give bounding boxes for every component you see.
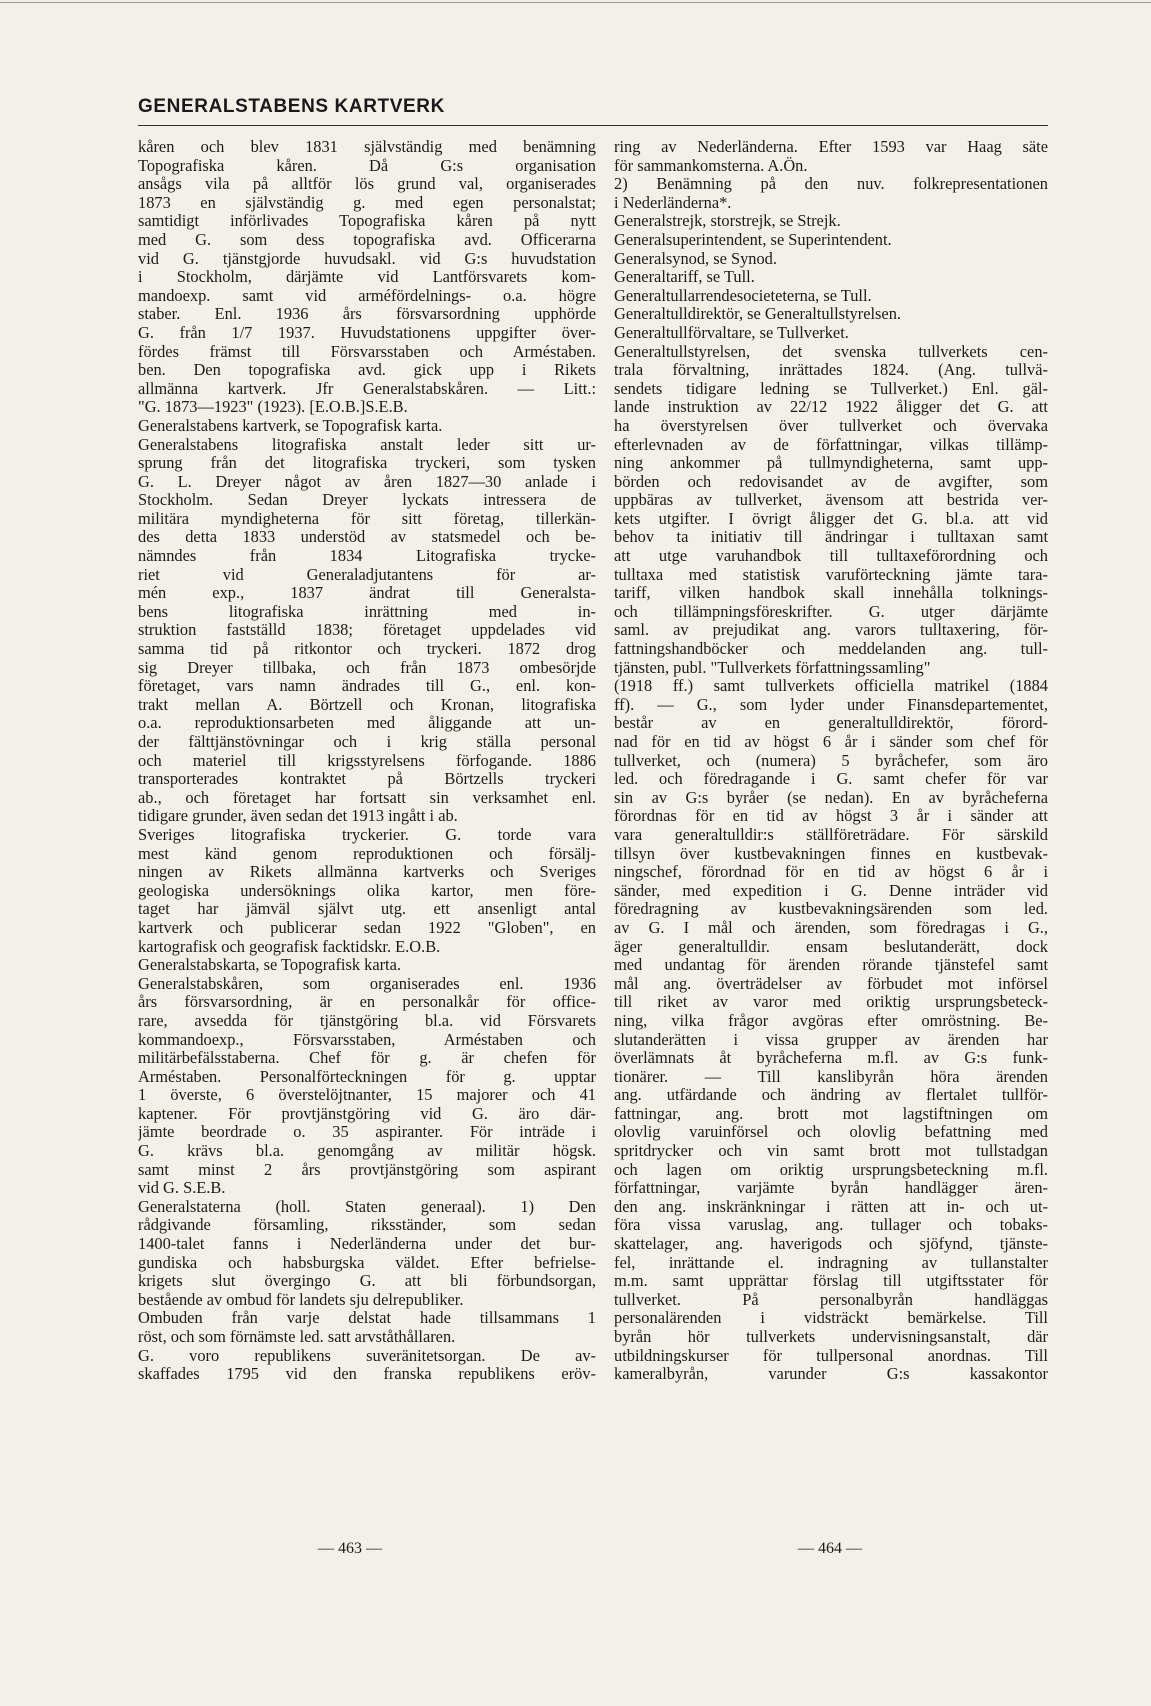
text-line: o.a. reproduktionsarbeten med åliggande att un- bbox=[138, 714, 596, 733]
text-line: tullverket, och (numera) 5 byråchefer, som äro bbox=[614, 751, 1048, 770]
text-line: der fälttjänstövningar och i krig ställa personal bbox=[138, 733, 596, 751]
text-line: Generalstaterna (holl. Staten generaal). 1) Den bbox=[138, 1197, 596, 1216]
text-line: tillsyn över kustbevakningen finnes en kustbevak- bbox=[614, 844, 1048, 863]
text-line: militärbefälsstaberna. Chef för g. är chefen för bbox=[138, 1049, 596, 1068]
text-line: efterlevnaden av de författningar, vilkas tillämp- bbox=[614, 435, 1048, 454]
text-line: Arméstaben. Personalförteckningen för g. upptar bbox=[138, 1067, 596, 1086]
text-line: 1 överste, 6 överstelöjtnanter, 15 majorer och 41 bbox=[138, 1086, 596, 1105]
text-line: vid G. S.E.B. bbox=[138, 1179, 226, 1198]
text-line: Generalsynod, se Synod. bbox=[614, 249, 777, 268]
text-line: ring av Nederländerna. Efter 1593 var Haag säte bbox=[614, 138, 1048, 156]
text-line: skattelager, ang. haverigods och sjöfynd, tjänste- bbox=[614, 1235, 1048, 1254]
text-line: för sammankomsterna. A.Ön. bbox=[614, 156, 808, 175]
top-rule bbox=[0, 2, 1151, 3]
text-line: des detta 1833 understöd av statsmedel och be- bbox=[138, 528, 596, 547]
text-line: Ombuden från varje delstat hade tillsammans 1 bbox=[138, 1309, 596, 1328]
text-line: Generalstrejk, storstrejk, se Strejk. bbox=[614, 212, 841, 231]
text-line: byrån hör tullverkets undervisningsanstalt, där bbox=[614, 1328, 1048, 1346]
right-column bbox=[614, 138, 1048, 1384]
text-line: samtidigt införlivades Topografiska kåren på nytt bbox=[138, 212, 596, 231]
text-line: den ang. inskränkningar i rätten att in- och ut- bbox=[614, 1197, 1048, 1216]
text-line: lande instruktion av 22/12 1922 åligger det G. att bbox=[614, 398, 1048, 417]
left-column bbox=[138, 138, 596, 1384]
text-line: års försvarsordning, är en personalkår för office- bbox=[138, 993, 596, 1012]
text-line: föra vissa varuslag, ang. tullager och tobaks- bbox=[614, 1216, 1048, 1235]
text-line: ning, vilka frågor avgöras efter omröstning. Be- bbox=[614, 1011, 1048, 1030]
text-line: och materiel till krigsstyrelsens förfogande. 1886 bbox=[138, 751, 596, 770]
text-line: tionärer. — Till kanslibyrån höra ärenden bbox=[614, 1067, 1048, 1086]
page-number-right: — 464 — bbox=[798, 1540, 862, 1557]
text-line: rare, avsedda för tjänstgöring bl.a. vid Försvarets bbox=[138, 1011, 596, 1030]
text-line: tidigare grunder, även sedan det 1913 ingått i ab. bbox=[138, 807, 458, 826]
text-line: ningschef, förordnad för en tid av högst 6 år i bbox=[614, 863, 1048, 882]
text-line: fördes främst till Försvarsstaben och Arméstaben. bbox=[138, 342, 596, 361]
text-line: röst, och som förnämste led. satt arvståthållaren. bbox=[138, 1328, 456, 1346]
text-line: struktion fastställd 1838; företaget uppdelades vid bbox=[138, 621, 596, 640]
text-line: äger generaltulldir. ensam beslutanderätt, dock bbox=[614, 937, 1048, 956]
text-line: trala förvaltning, inrättades 1824. (Ang. tullvä- bbox=[614, 361, 1048, 380]
text-line: föredragning av kustbevakningsärenden som led. bbox=[614, 900, 1048, 919]
text-line: Generalstabskarta, se Topografisk karta. bbox=[138, 956, 401, 975]
text-line: jämte beordrade o. 35 aspiranter. För inträde i bbox=[138, 1123, 596, 1142]
text-line: samma tid på ritkontor och tryckeri. 1872 drog bbox=[138, 640, 596, 659]
text-line: krigets slut övergingo G. att bli förbundsorgan, bbox=[138, 1272, 596, 1291]
text-line: vid G. tjänstgjorde huvudsakl. vid G:s huvudstation bbox=[138, 249, 596, 268]
text-line: i Stockholm, därjämte vid Lantförsvarets kom- bbox=[138, 268, 596, 287]
text-line: spritdrycker och vin samt brott mot tullstadgan bbox=[614, 1142, 1048, 1161]
text-line: företaget, vars namn ändrades till G., enl. kon- bbox=[138, 677, 596, 696]
page-number-left: — 463 — bbox=[318, 1540, 382, 1557]
text-line: bestående av ombud för landets sju delrepubliker. bbox=[138, 1290, 464, 1309]
text-line: sänder, med expedition i G. Denne inträder vid bbox=[614, 881, 1048, 900]
text-line: ansågs vila på alltför lös grund val, organiserades bbox=[138, 175, 596, 194]
text-line: allmänna kartverk. Jfr Generalstabskåren. — Litt.: bbox=[138, 379, 596, 398]
text-line: att utge varuhandbok till tulltaxeförordning och bbox=[614, 547, 1048, 566]
text-line: riet vid Generaladjutantens för ar- bbox=[138, 565, 596, 584]
text-line: "G. 1873—1923" (1923). [E.O.B.]S.E.B. bbox=[138, 398, 408, 417]
text-line: Generaltullstyrelsen, det svenska tullverkets cen- bbox=[614, 342, 1048, 361]
text-line: 1400-talet fanns i Nederländerna under det bur- bbox=[138, 1235, 596, 1254]
text-line: Generalstabens litografiska anstalt leder sitt ur- bbox=[138, 435, 596, 454]
text-line: uppbäras av tullverket, ävensom att bestrida ver- bbox=[614, 491, 1048, 510]
text-line: transporterades kontraktet på Börtzells tryckeri bbox=[138, 770, 596, 789]
text-line: ben. Den topografiska avd. gick upp i Rikets bbox=[138, 361, 596, 380]
text-line: kameralbyrån, varunder G:s kassakontor bbox=[614, 1365, 1048, 1384]
text-line: G. voro republikens suveränitetsorgan. De av- bbox=[138, 1346, 596, 1365]
text-line: Generalsuperintendent, se Superintendent. bbox=[614, 230, 892, 249]
text-line: tulltaxa med statistisk varuförteckning jämte tara- bbox=[614, 565, 1048, 584]
text-line: vara generaltulldir:s ställföreträdare. För särskild bbox=[614, 825, 1048, 844]
text-line: till riket av varor med oriktig ursprungsbeteck- bbox=[614, 993, 1048, 1012]
text-line: ningen av Rikets allmänna kartverks och Sveriges bbox=[138, 863, 596, 882]
text-line: tullverket. På personalbyrån handläggas bbox=[614, 1290, 1048, 1309]
text-line: Generaltariff, se Tull. bbox=[614, 268, 755, 287]
text-line: kaptener. För provtjänstgöring vid G. äro där- bbox=[138, 1104, 596, 1123]
text-line: fattningshandböcker och meddelanden ang. tull- bbox=[614, 640, 1048, 659]
text-line: nad för en tid av högst 6 år i sänder som chef för bbox=[614, 733, 1048, 751]
text-line: behov ta initiativ till ändringar i tulltaxan samt bbox=[614, 528, 1048, 547]
text-line: kommandoexp., Försvarsstaben, Arméstaben och bbox=[138, 1030, 596, 1049]
text-line: ab., och företaget har fortsatt sin verksamhet enl. bbox=[138, 788, 596, 807]
text-line: ha överstyrelsen över tullverket och övervaka bbox=[614, 416, 1048, 435]
text-line: består av en generaltulldirektör, förord- bbox=[614, 714, 1048, 733]
text-line: skaffades 1795 vid den franska republikens eröv- bbox=[138, 1365, 596, 1384]
text-line: utbildningskurser för tullpersonal anordnas. Till bbox=[614, 1346, 1048, 1365]
text-line: G. från 1/7 1937. Huvudstationens uppgifter över- bbox=[138, 323, 596, 342]
text-line: mest känd genom reproduktionen och försälj- bbox=[138, 844, 596, 863]
text-line: mén exp., 1837 ändrat till Generalsta- bbox=[138, 584, 596, 603]
text-line: 2) Benämning på den nuv. folkrepresentationen bbox=[614, 175, 1048, 194]
text-line: G. krävs bl.a. genomgång av militär högsk. bbox=[138, 1142, 596, 1161]
text-line: kets utgifter. I övrigt åligger det G. bl.a. att vid bbox=[614, 509, 1048, 528]
text-line: taget har jämväl självt utg. ett ansenligt antal bbox=[138, 900, 596, 919]
text-line: kartografisk och geografisk facktidskr. E.O.B. bbox=[138, 937, 441, 956]
text-line: överlämnats åt byråcheferna m.fl. av G:s funk- bbox=[614, 1049, 1048, 1068]
text-line: författningar, varjämte byrån handlägger ären- bbox=[614, 1179, 1048, 1198]
text-line: fattningar, ang. brott mot lagstiftningen om bbox=[614, 1104, 1048, 1123]
text-line: 1873 en självständig g. med egen personalstat; bbox=[138, 193, 596, 212]
text-line: slutanderätten i vissa grupper av ärenden har bbox=[614, 1030, 1048, 1049]
text-line: Stockholm. Sedan Dreyer lyckats intressera de bbox=[138, 491, 596, 510]
text-line: Topografiska kåren. Då G:s organisation bbox=[138, 156, 596, 175]
text-line: i Nederländerna*. bbox=[614, 193, 732, 212]
text-line: trakt mellan A. Börtzell och Kronan, litografiska bbox=[138, 695, 596, 714]
text-line: kartverk och publicerar sedan 1922 "Globen", en bbox=[138, 918, 596, 937]
text-line: personalärenden i vidsträckt bemärkelse. Till bbox=[614, 1309, 1048, 1328]
text-line: Generalstabskåren, som organiserades enl. 1936 bbox=[138, 974, 596, 993]
text-line: tjänsten, publ. "Tullverkets författningssamling" bbox=[614, 658, 931, 677]
text-line: m.m. samt upprättar förslag till utgiftsstater för bbox=[614, 1272, 1048, 1291]
text-line: och lagen om oriktig ursprungsbeteckning m.fl. bbox=[614, 1160, 1048, 1179]
text-line: G. L. Dreyer något av åren 1827—30 anlade i bbox=[138, 472, 596, 491]
text-line: led. och föredragande i G. samt chefer för var bbox=[614, 770, 1048, 789]
text-line: Generalstabens kartverk, se Topografisk karta. bbox=[138, 416, 443, 435]
text-line: kåren och blev 1831 självständig med benämning bbox=[138, 138, 596, 156]
header-rule bbox=[138, 125, 1048, 126]
text-line: med G. som dess topografiska avd. Officerarna bbox=[138, 230, 596, 249]
text-line: ff). — G., som lyder under Finansdepartementet, bbox=[614, 695, 1048, 714]
text-line: ang. utfärdande och ändring av flertalet tullför- bbox=[614, 1086, 1048, 1105]
text-line: ning ankommer på tullmyndigheterna, samt upp- bbox=[614, 454, 1048, 473]
text-line: nämndes från 1834 Litografiska trycke- bbox=[138, 547, 596, 566]
text-line: mandoexp. samt vid arméfördelnings- o.a. högre bbox=[138, 286, 596, 305]
text-line: rådgivande församling, riksständer, som sedan bbox=[138, 1216, 596, 1235]
text-line: militära myndigheterna för sitt företag, tillerkän- bbox=[138, 509, 596, 528]
text-line: fel, inrättande el. indragning av tullanstalter bbox=[614, 1253, 1048, 1272]
text-line: (1918 ff.) samt tullverkets officiella matrikel (1884 bbox=[614, 677, 1048, 696]
text-line: mål ang. överträdelser av förbudet mot införsel bbox=[614, 974, 1048, 993]
text-line: Generaltullarrendesocieteterna, se Tull. bbox=[614, 286, 872, 305]
text-line: och tillämpningsföreskrifter. G. utger därjämte bbox=[614, 602, 1048, 621]
text-line: bens litografiska inrättning med in- bbox=[138, 602, 596, 621]
text-line: med undantag för ärenden rörande tjänstefel samt bbox=[614, 956, 1048, 975]
text-line: sendets tidigare ledning se Tullverket.) Enl. gäl- bbox=[614, 379, 1048, 398]
text-line: av G. I mål och ärenden, som föredragas i G., bbox=[614, 918, 1048, 937]
text-line: sprung från det litografiska tryckeri, som tysken bbox=[138, 454, 596, 473]
text-line: gundiska och habsburgska väldet. Efter befrielse- bbox=[138, 1253, 596, 1272]
text-line: samt minst 2 års provtjänstgöring som aspirant bbox=[138, 1160, 596, 1179]
text-line: olovlig varuinförsel och olovlig befattning med bbox=[614, 1123, 1048, 1142]
running-head: GENERALSTABENS KARTVERK bbox=[138, 96, 445, 117]
text-line: geologiska undersöknings olika kartor, men före- bbox=[138, 881, 596, 900]
text-line: saml. av prejudikat ang. varors tulltaxering, för- bbox=[614, 621, 1048, 640]
text-line: Generaltullförvaltare, se Tullverket. bbox=[614, 323, 849, 342]
text-line: sin av G:s byråer (se nedan). En av byråcheferna bbox=[614, 788, 1048, 807]
text-line: tariff, vilken handbok skall innehålla tolknings- bbox=[614, 584, 1048, 603]
text-line: förordnas för en tid av högst 3 år i sänder att bbox=[614, 807, 1048, 826]
text-line: sig Dreyer tillbaka, och från 1873 ombesörjde bbox=[138, 658, 596, 677]
text-line: Sveriges litografiska tryckerier. G. torde vara bbox=[138, 825, 596, 844]
text-line: staber. Enl. 1936 års försvarsordning upphörde bbox=[138, 305, 596, 324]
text-line: Generaltulldirektör, se Generaltullstyrelsen. bbox=[614, 305, 901, 324]
text-line: börden och redovisandet av de avgifter, som bbox=[614, 472, 1048, 491]
